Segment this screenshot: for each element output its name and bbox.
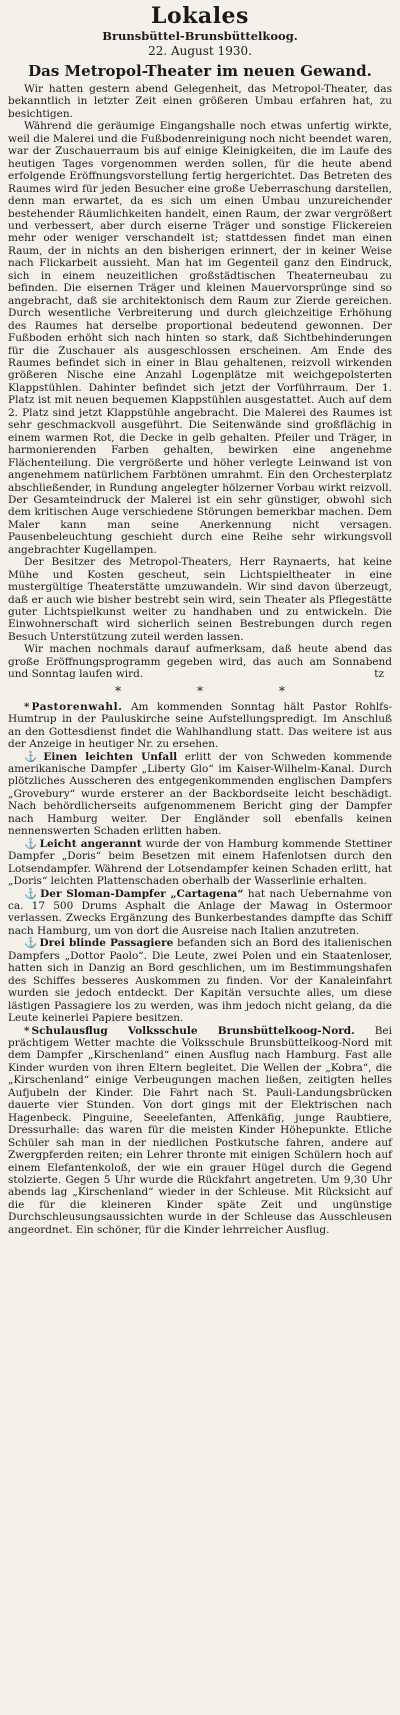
article-paragraph-last — [8, 643, 392, 680]
notice-text: hat nach Uebernahme von ca. 17 500 Drums Asphalt die Anlage der Mawag in Ostermoor verlassen. Zwecks Ergänzung des Bunkerbestandes dampfte das Schiff nach Hamburg, um von dort die Ausreise nach Italien anzutreten. — [8, 887, 392, 937]
notice-text: erlitt der von Schweden kommende amerikanische Dampfer „Liberty Glo“ im Kaiser-Wilhelm-Kanal. Durch plötzliches Ausscheren des entgegenkommenden englischen Dampfers „Grovebury“ wurde ersterer an der Backbordseite leicht beschädigt. Nach behördlicherseits aufgenommenem Bericht ging der Dampfer nach Hamburg weiter. Der Engländer soll ebenfalls keinen nennenswerten Schaden erlitten haben. — [8, 750, 392, 838]
anchor-icon: ⚓ — [24, 937, 38, 950]
notice-lead: Schulausflug Volksschule Brunsbüttelkoog-Nord. — [31, 1024, 355, 1037]
notice-text: Bei prächtigem Wetter machte die Volksschule Brunsbüttelkoog-Nord mit dem Dampfer „Kirschenland“ einen Ausflug nach Hamburg. Fast alle Kinder wurden von ihren Eltern begleitet. Die Wellen der „Kobra“, die „Kirschenland“ einige Verbeugungen machen ließen, zeitigten helles Aufjubeln der Kinder. Die Fahrt nach St. Pauli-Landungsbrücken dauerte vier Stunden. Von dort gings mit der Elektrischen nach Hagenbeck. Pinguine, Seeelefanten, Affenkäfig, junge Raubtiere, Dressurhalle: das waren für die meisten Kinder Höhepunkte. Etliche Schüler sah man in der niedlichen Postkutsche fahren, andere auf Zwergpferden reiten; ein Lehrer thronte mit einigen Schülern hoch auf einem Elefantenkoloß, der wie ein grauer Hügel durch die Gegend stolzierte. Gegen 5 Uhr wurde die Rückfahrt angetreten. Um 9,30 Uhr abends lag „Kirschenland“ wieder in der Schleuse. Mit Rücksicht auf die für die kleineren Kinder späte Zeit und ungünstige Durchschleusungsaussichten wurde in der Schleuse das Ausschleusen angeordnet. Ein schöner, für die Kinder lehrreicher Ausflug. — [8, 1024, 392, 1236]
separator-asterisk: * — [197, 683, 203, 698]
place-line: Brunsbüttel-Brunsbüttelkoog. — [102, 29, 298, 43]
notice-item — [8, 838, 392, 888]
article-paragraph: Wir hatten gestern abend Gelegenheit, das Metropol-Theater, das bekanntlich in letzter Zeit einen größeren Umbau erfahren hat, zu besichtigen. — [8, 83, 392, 120]
notice-lead: Leicht angerannt — [39, 837, 142, 850]
notice-item — [8, 1025, 392, 1237]
notice-mark: * — [24, 1024, 30, 1037]
notice-text: befanden sich an Bord des italienischen Dampfers „Dottor Paolo“. Die Leute, zwei Polen und ein Staatenloser, hatten sich in Danzig an Bord geschlichen, um im Bestimmungshafen des Schiffes besseres Auskommen zu finden. Vor der Kanaleinfahrt wurden sie jedoch entdeckt. Der Kapitän versuchte alles, um diese lästigen Passagiere los zu werden, was ihm jedoch nicht gelang, da die Leute keinerlei Papiere besitzen. — [8, 937, 392, 1025]
separator-asterisk: * — [279, 683, 285, 698]
article-paragraph: Während die geräumige Eingangshalle noch etwas unfertig wirkte, weil die Malerei und die Fußbodenreinigung noch nicht beendet waren, war der Zuschauerraum bis auf einige Kleinigkeiten, die im Laufe des heutigen Tages vorgenommen werden sollen, für die heute abend erfolgende Eröffnungsvorstellung fertig hergerichtet. Das Betreten des Raumes wird für jeden Besucher eine große Ueberraschung darstellen, denn man erwartet, da es sich um einen Umbau unzureichender bestehender Räumlichkeiten handelt, einen Raum, der zwar vergrößert und verbessert, aber durch eiserne Träger und sonstige Flickereien mehr oder weniger verschandelt ist; stattdessen findet man einen Raum, der in nichts an den bisherigen erinnert, der in keiner Weise nach Flickarbeit aussieht. Man hat im Gegenteil ganz den Eindruck, sich in einem neuzeitlichen großstädtischen Theaterneubau zu befinden. Die eisernen Träger und kleinen Mauervorsprünge sind so angebracht, daß sie architektonisch dem Raum zur Zierde gereichen. Durch wesentliche Verbreiterung und durch gleichzeitige Erhöhung des Raumes hat derselbe proportional bedeutend gewonnen. Der Fußboden erhöht sich nach hinten so stark, daß Sichtbehinderungen für die Zuschauer als ausgeschlossen erscheinen. Am Ende des Raumes befindet sich in einer in Blau gehaltenen, reizvoll wirkenden größeren Nische eine Anzahl Logenplätze mit weichgepolsterten Klappstühlen. Dahinter befindet sich jetzt der Vorführraum. Der 1. Platz ist mit neuen bequemen Klappstühlen ausgestattet. Auch auf dem 2. Platz sind jetzt Klappstühle angebracht. Die Malerei des Raumes ist sehr geschmackvoll ausgeführt. Die Seitenwände sind großflächig in einem warmen Rot, die Decke in gelb gehalten. Pfeiler und Träger, in harmonierenden Farben gehalten, bewirken eine angenehme Flächenteilung. Die vergrößerte und höher verlegte Leinwand ist von angenehmem natürlichem Farbtönen umrahmt. Ein den Orchesterplatz abschließender, in Rundung angelegter hölzerner Vorbau wirkt reizvoll. Der Gesamteindruck der Malerei ist ein sehr günstiger, obwohl sich dem kritischen Auge verschiedene Störungen bemerkbar machen. Dem Maler kann man seine Anerkennung nicht versagen. Pausenbeleuchtung geschieht durch eine Reihe sehr wirkungsvoll angebrachter Kugellampen. — [8, 120, 392, 556]
anchor-icon: ⚓ — [24, 750, 42, 763]
notice-lead: Drei blinde Passagiere — [39, 937, 174, 950]
notice-item — [8, 701, 392, 751]
separator-asterisk: * — [115, 683, 121, 698]
notice-item — [8, 751, 392, 838]
notice-lead: Pastorenwahl. — [31, 700, 123, 713]
section-separator — [8, 681, 392, 701]
notice-item — [8, 888, 392, 938]
masthead — [8, 4, 392, 59]
notice-text: wurde der von Hamburg kommende Stettiner Dampfer „Doris“ beim Besetzen mit einem Hafenlotsen durch den Lotsendampfer. Während der Lotsendampfer keinen Schaden erlitt, hat „Doris“ leichten Plattenschaden oberhalb der Wasserlinie erhalten. — [8, 837, 393, 888]
article-body — [8, 83, 392, 681]
notice-item — [8, 937, 392, 1024]
notice-lead: Der Sloman-Dampfer „Cartagena“ — [40, 887, 244, 900]
article-paragraph-text: Wir machen nochmals darauf aufmerksam, daß heute abend das große Eröffnungsprogramm gegeben wird, das auch am Sonnabend und Sonntag laufen wird. — [8, 643, 392, 681]
section-title: Lokales — [151, 3, 249, 29]
article-headline: Das Metropol-Theater im neuen Gewand. — [28, 62, 372, 80]
notice-mark: * — [24, 700, 30, 713]
article-paragraph: Der Besitzer des Metropol-Theaters, Herr Raynaerts, hat keine Mühe und Kosten gescheut, sein Lichtspieltheater in eine mustergültige Theaterstätte umzuwandeln. Wir sind davon überzeugt, daß er auch wie bisher bestrebt sein wird, sein Theater als Pflegestätte guter Lichtspielkunst weiter zu handhaben und zu entwickeln. Die Einwohnerschaft wird sicherlich seinen Bestrebungen durch regen Besuch Unterstützung zuteil werden lassen. — [8, 556, 392, 643]
notice-lead: Einen leichten Unfall — [43, 750, 178, 763]
date-line: 22. August 1930. — [148, 44, 252, 58]
author-signature: tz — [374, 668, 384, 681]
notice-text: Am kommenden Sonntag hält Pastor Rohlfs-Humtrup in der Pauluskirche seine Aufstellungspredigt. Im Anschluß an den Gottesdienst findet die Wahlhandlung statt. Das weitere ist aus der Anzeige in heutiger Nr. zu ersehen. — [8, 700, 393, 751]
anchor-icon: ⚓ — [24, 887, 39, 900]
notices — [8, 701, 392, 1236]
anchor-icon: ⚓ — [24, 837, 38, 850]
